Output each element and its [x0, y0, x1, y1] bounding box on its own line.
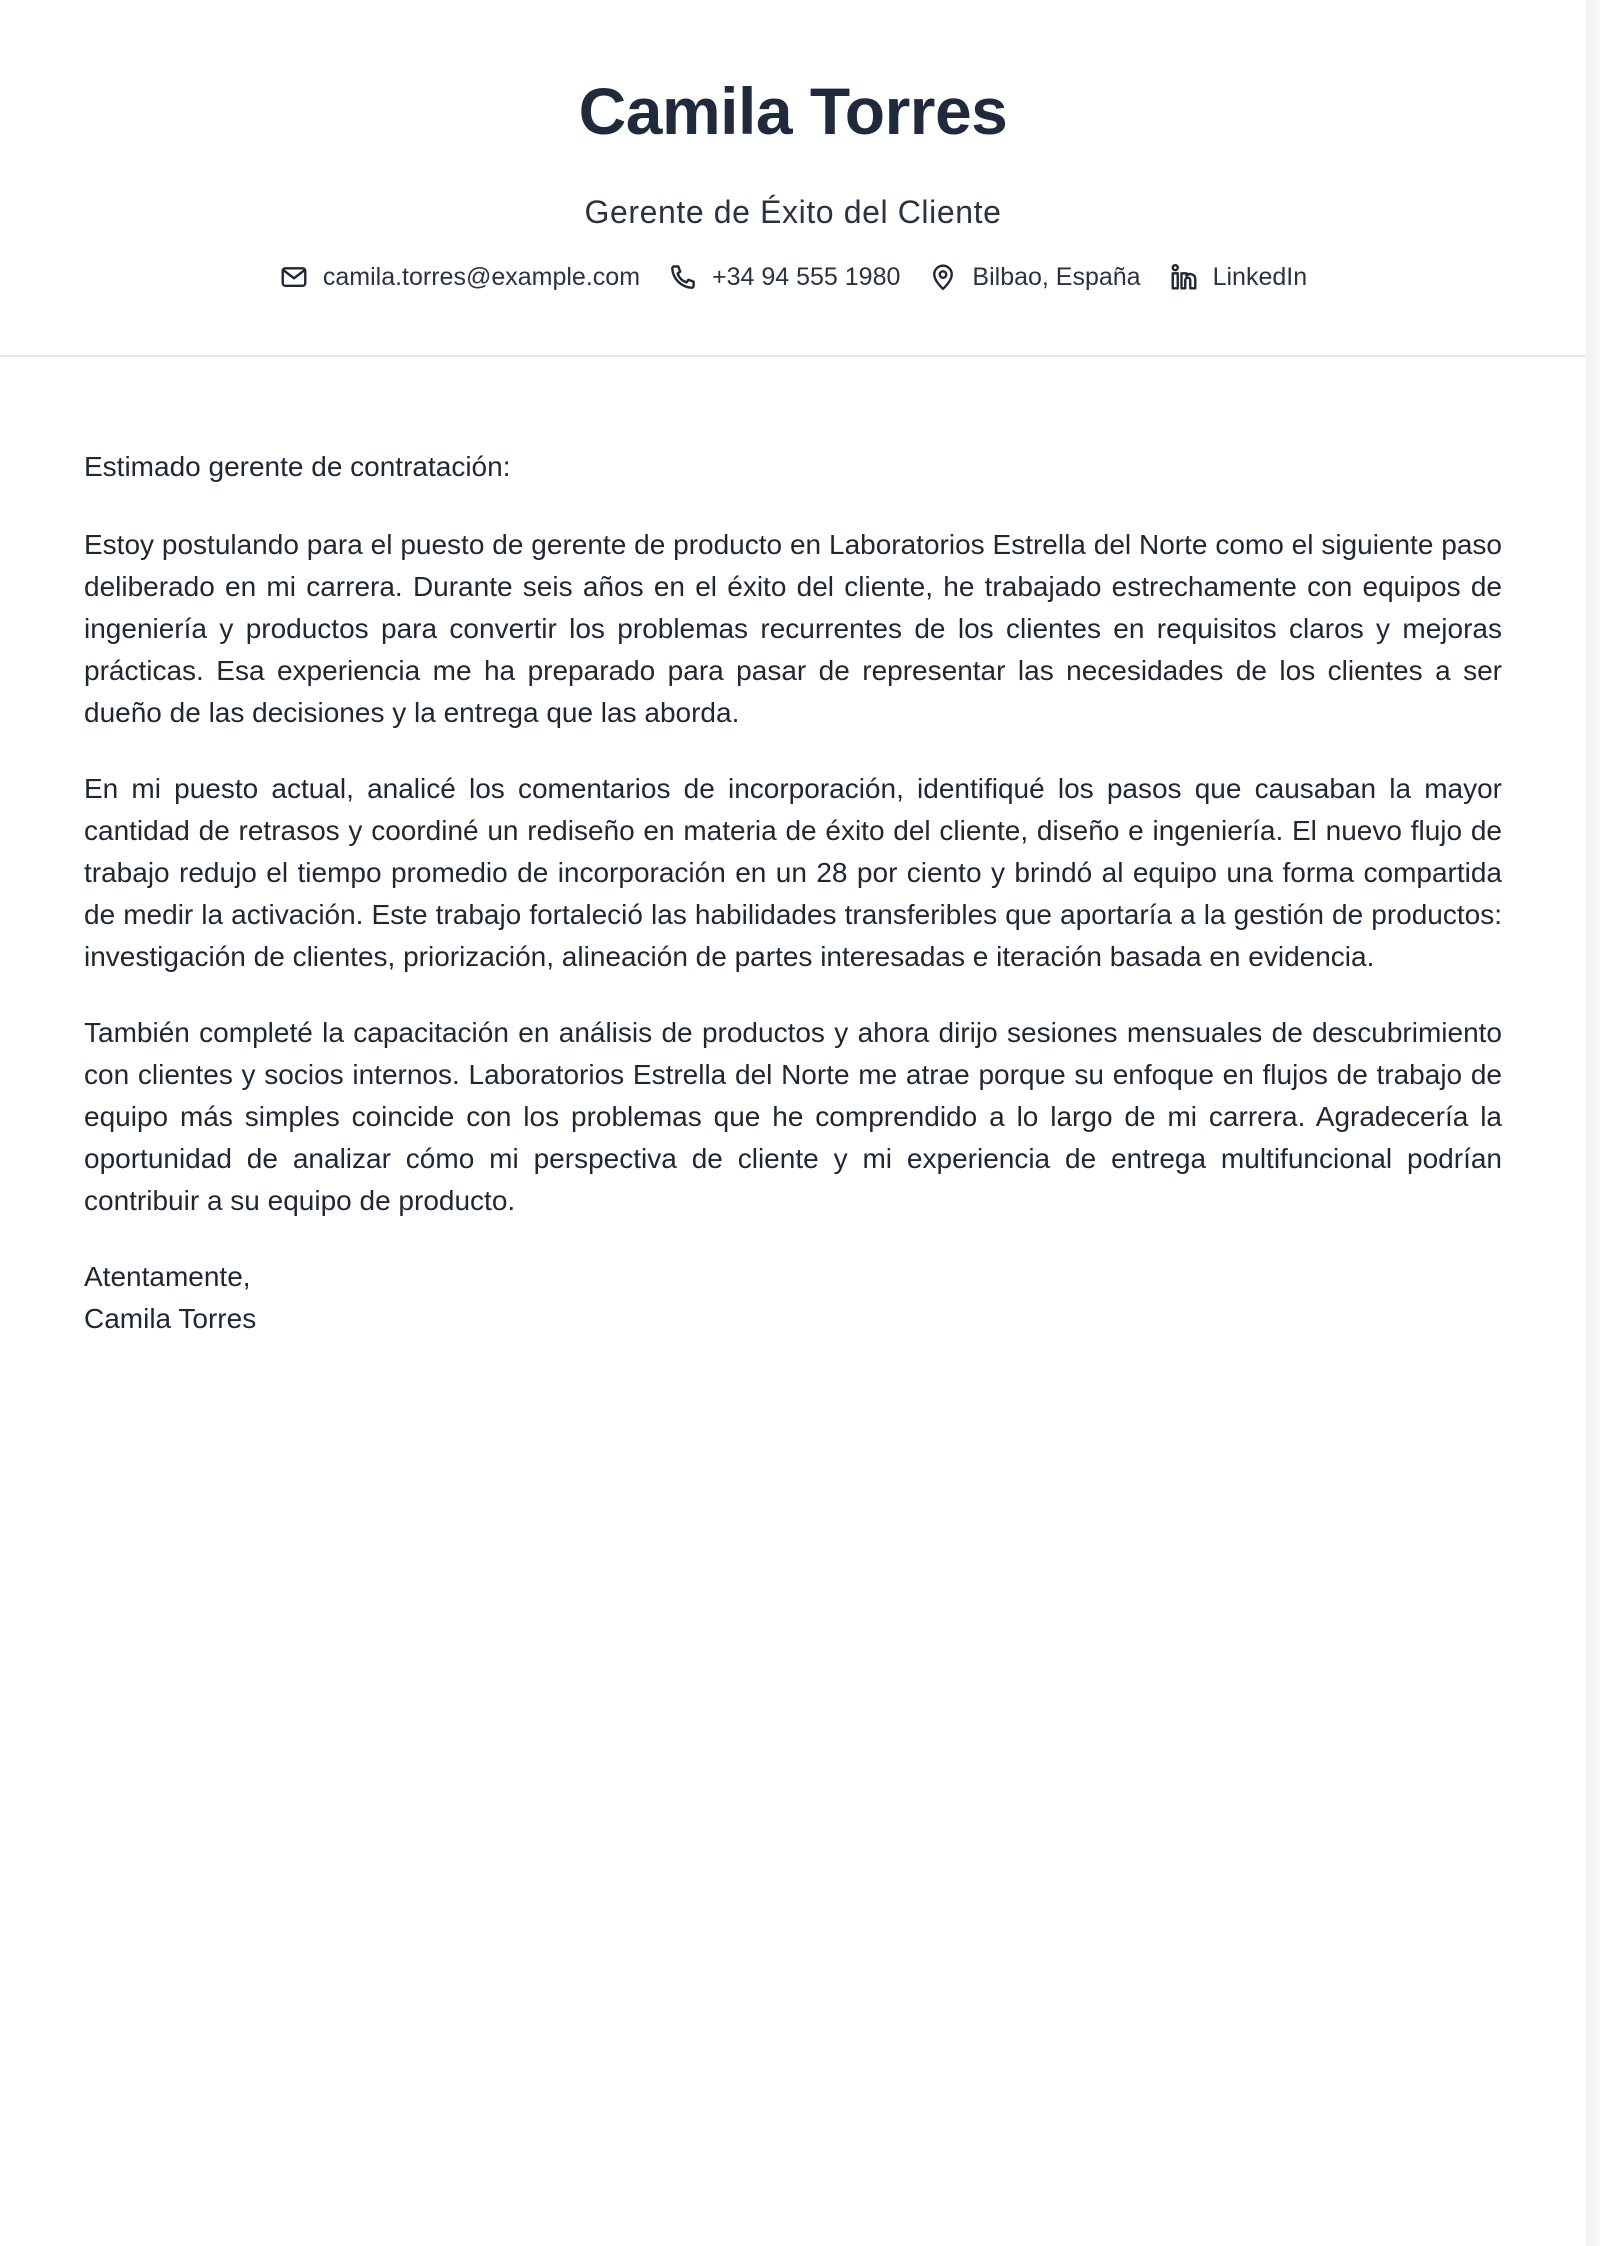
- candidate-name: Camila Torres: [578, 74, 1008, 148]
- body-paragraph-2: En mi puesto actual, analicé los comentarios de incorporación, identifiqué los pasos que causaban la mayor cantidad de retrasos y coordiné un rediseño en materia de éxito del cliente, diseño e ingeniería. El nuevo flujo de trabajo redujo el tiempo promedio de incorporación en un 28 por ciento y brindó al equipo una forma compartida de medir la activación. Este trabajo fortaleció las habilidades transferibles que aportaría a la gestión de productos: investigación de clientes, priorización, alineación de partes interesadas e iteración basada en evidencia.: [84, 773, 1502, 972]
- document-header: [0, 0, 1586, 357]
- contact-location-text: Bilbao, España: [972, 262, 1141, 291]
- contact-phone[interactable]: [668, 262, 900, 292]
- body-paragraph-3: También completé la capacitación en análisis de productos y ahora dirijo sesiones mensuales de descubrimiento con clientes y socios internos. Laboratorios Estrella del Norte me atrae porque su enfoque en flujos de trabajo de equipo más simples coincide con los problemas que he comprendido a lo largo de mi carrera. Agradecería la oportunidad de analizar cómo mi perspectiva de cliente y mi experiencia de entrega multifuncional podrían contribuir a su equipo de producto.: [84, 1017, 1502, 1216]
- salutation: Estimado gerente de contratación:: [84, 451, 511, 482]
- phone-icon: [668, 262, 698, 292]
- contact-bar: [0, 262, 1586, 292]
- contact-email[interactable]: [279, 262, 640, 292]
- contact-linkedin-text: LinkedIn: [1212, 262, 1308, 291]
- contact-email-text: camila.torres@example.com: [322, 262, 641, 291]
- letter-body: [84, 446, 1502, 1340]
- candidate-title: Gerente de Éxito del Cliente: [584, 194, 1002, 230]
- contact-phone-text: +34 94 555 1980: [712, 262, 901, 291]
- closing-phrase: Atentamente,: [84, 1261, 251, 1292]
- linkedin-icon: [1169, 262, 1199, 292]
- contact-location: [928, 262, 1140, 292]
- body-paragraph-1: Estoy postulando para el puesto de gerente de producto en Laboratorios Estrella del Norte como el siguiente paso deliberado en mi carrera. Durante seis años en el éxito del cliente, he trabajado estrechamente con equipos de ingeniería y productos para convertir los problemas recurrentes de los clientes en requisitos claros y mejoras prácticas. Esa experiencia me ha preparado para pasar de representar las necesidades de los clientes a ser dueño de las decisiones y la entrega que las aborda.: [84, 529, 1502, 728]
- map-pin-icon: [928, 262, 958, 292]
- mail-icon: [279, 262, 309, 292]
- contact-linkedin[interactable]: [1169, 262, 1308, 292]
- page-edge-shadow: [1586, 0, 1600, 2246]
- closing-block: [84, 1256, 1502, 1340]
- signature-name: Camila Torres: [84, 1303, 257, 1334]
